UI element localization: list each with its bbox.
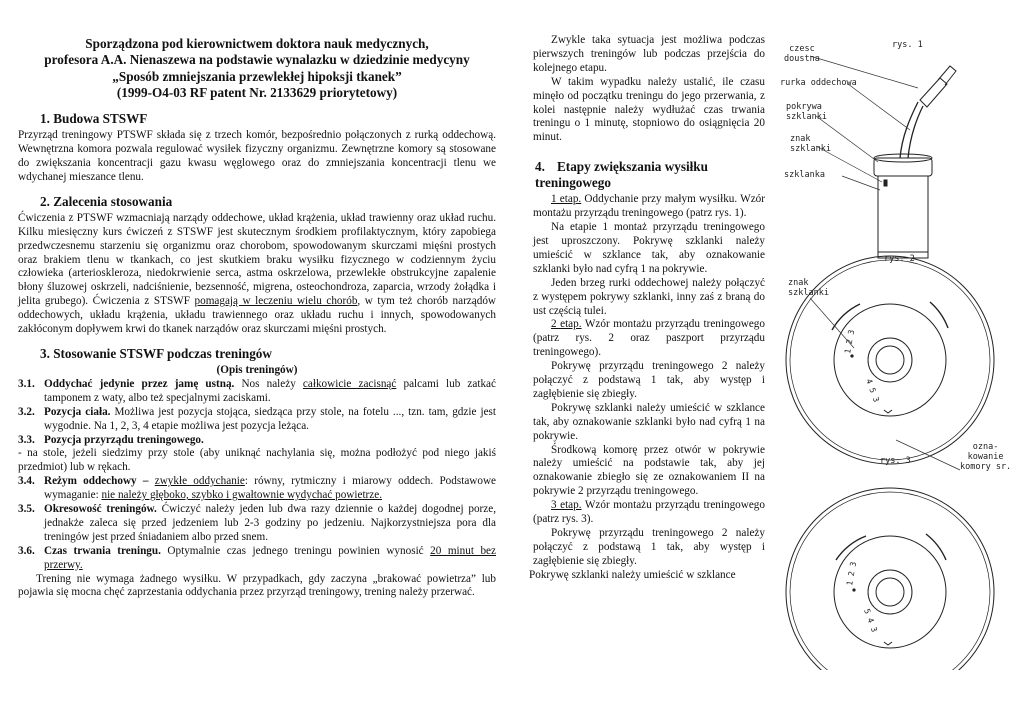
- section-2-heading: 2. Zalecenia stosowania: [40, 193, 173, 209]
- item-3-3-text: - na stole, jeżeli siedzimy przy stole (aby uniknąć nachylania się, można podłożyć pod niego jakiś przedmiot) lub w rękach.: [18, 447, 496, 474]
- label-rys-3: rys. 3: [880, 456, 911, 466]
- label-ozna-2: kowanie: [967, 452, 1004, 462]
- label-ozna-3: komory sr.: [960, 462, 1012, 472]
- stage-1-text: Oddychanie przy małym wysiłku. Wzór montażu przyrządu treningowego (patrz rys. 1).: [533, 193, 766, 220]
- item-text: Możliwa jest pozycja stojąca, siedząca przy stole, na fotelu ..., tzn. tam, gdzie jest wygodnie. Na 1, 2, 3, 4 etapie możliwa jest pozycja leżąca.: [44, 405, 496, 432]
- section-1-text: Przyrząd treningowy PTSWF składa się z trzech komór, bezpośrednio połączonych z rurką oddechową. Wewnętrzna komora pozwala regulować wysiłek fizyczny organizmu. Zewnętrzne komory są stosowane do zwiększania koncentracji gazu kwasu węglowego oraz do zmniejszania koncentracji tlenu we wdychanej mieszance tlenu.: [18, 129, 496, 183]
- label-czesc-doustna: [784, 44, 820, 64]
- item-bold: Pozycja ciała.: [44, 405, 111, 418]
- label-znak-b-2: szklanki: [788, 288, 829, 298]
- label-rys-2: rys. 2: [884, 254, 915, 264]
- stage-3-intro: [533, 499, 765, 527]
- item-number: 3.5.: [18, 503, 35, 516]
- figures-panel: [770, 30, 1020, 670]
- closing-paragraph: Trening nie wymaga żadnego wysiłku. W przypadkach, gdy zaczyna „brakować powietrza” lub pojawia się mocna chęć zaprzestania oddychania przez przyrząd treningowy, trening należy przerwać.: [18, 572, 496, 599]
- item-bold: Reżym oddechowy –: [44, 475, 149, 488]
- stage-2-paragraph-3: Pokrywę szklanki należy umieścić w szklance tak, aby oznakowanie szklanki było nad cyfrą 1 na pokrywie.: [533, 401, 765, 442]
- svg-text:1 2 3: 1 2 3: [845, 561, 859, 587]
- label-pokrywa-1: pokrywa: [786, 102, 822, 112]
- label-znak-1: znak: [790, 134, 811, 144]
- stage-3-label: 3 etap.: [551, 499, 582, 512]
- item-underlined: 20 minut bez przerwy.: [44, 544, 496, 571]
- item-3-2: [18, 406, 496, 434]
- section-2-text-b: , w tym też chorób narządów oddechowych, układu krążenia, układu trawiennego oraz układu ruchu i innych, spowodowanych zakłóconym dopływem krwi do tkanek narządów oraz skurczami mięśni prostych.: [18, 295, 496, 336]
- device-figures: [770, 30, 1020, 670]
- stage-1-label: 1 etap.: [551, 193, 582, 206]
- title-line-2: profesora A.A. Nienaszewa na podstawie wynalazku w dziedzinie medycyny: [44, 52, 470, 68]
- item-underlined: nie należy głęboko, szybko i gwałtownie wydychać powietrze.: [101, 489, 383, 502]
- stage-3-paragraph-3: Pokrywę szklanki należy umieścić w szklance: [529, 568, 736, 581]
- stage-1-intro: [533, 193, 765, 221]
- stage-2-label: 2 etap.: [551, 318, 582, 331]
- section-2-text: [18, 212, 496, 337]
- right-column: [529, 34, 766, 583]
- label-znak-bottom: [788, 278, 829, 298]
- item-3-4: [18, 475, 496, 503]
- stage-2-text: Wzór montażu przyrządu treningowego (patrz rys. 2 oraz paszport przyrządu treningowego).: [533, 318, 765, 359]
- title-line-1: Sporządzona pod kierownictwem doktora nauk medycznych,: [85, 36, 429, 51]
- section-1-heading: 1. Budowa STSWF: [40, 111, 148, 127]
- section-2-text-a: Ćwiczenia z PTSWF wzmacniają narządy oddechowe, układ krążenia, układ trawienny oraz układ ruchu. Kilku miesięczny kurs ćwiczeń z STSWF jest skutecznym środkiem profilaktycznym, który zapobiega przedwczesnemu starzeniu się organizmu oraz chorobom, spowodowanym skurczami mięśni prostych oraz brakiem tlenu w tkankach, co jest skutkiem braku wysiłku fizycznego w codziennym życiu człowieka (arterioskleroza, niedokrwienie serca, astma oskrzelowa, przewlekłe obstrukcyjne zapalenie błony śluzowej oskrzeli, nadciśnienie, bezsenność, migrena, osteochondroza, zaparcia, wrzody żołądka i jelita grubego). Ćwiczenia z STSWF: [18, 211, 496, 308]
- item-3-1: [18, 378, 496, 406]
- figure-3-digits: [845, 561, 879, 634]
- stage-2-paragraph-4: Środkową komorę przez otwór w pokrywie należy umieścić na podstawie tak, aby jej oznakowanie zbiegło się ze oznakowaniem II na pokrywie 2 przyrządu treningowego.: [533, 443, 765, 498]
- item-number: 3.2.: [18, 405, 35, 418]
- item-text: Nos należy: [234, 377, 303, 390]
- label-czesc: czesc: [789, 44, 815, 54]
- item-3-5: [18, 503, 496, 545]
- label-pokrywa-2: szklanki: [786, 112, 827, 122]
- item-bold: Pozycja przyrządu treningowego.: [44, 433, 204, 446]
- item-number: 3.4.: [18, 475, 35, 488]
- title-line-3: „Sposób zmniejszania przewlekłej hipoksji tkanek”: [112, 68, 402, 84]
- label-szklanka: szklanka: [784, 170, 825, 180]
- stage-2-intro: [533, 318, 765, 360]
- item-underlined: całkowicie zacisnąć: [302, 377, 397, 390]
- section-4-title: Etapy zwiększania wysiłku treningowego: [535, 159, 708, 191]
- stage-1-paragraph-3: Jeden brzeg rurki oddechowej należy połączyć z występem pokrywy szklanki, inny zaś z braną do ust częścią tulei.: [533, 276, 765, 317]
- left-column: [18, 36, 496, 600]
- section-4-number: 4.: [535, 159, 545, 175]
- figure-3-disk: [786, 488, 994, 670]
- svg-text:4 5 3: 4 5 3: [864, 377, 881, 404]
- item-text: : równy, rytmiczny i miarowy oddech. Podstawowe wymaganie:: [44, 475, 497, 502]
- right-paragraph-1: Zwykle taka sytuacja jest możliwa podczas pierwszych treningów lub podczas przejścia do kolejnego etapu.: [533, 34, 765, 74]
- section-4-heading: [533, 159, 765, 191]
- stage-2-paragraph-2: Pokrywę przyrządu treningowego 2 należy połączyć z podstawą 1 tak, aby występ i zagłębienie się zbiegły.: [533, 360, 765, 400]
- item-underlined: zwykłe oddychanie: [154, 475, 245, 488]
- label-rys-1: rys. 1: [892, 40, 923, 50]
- label-rurka: rurka oddechowa: [780, 78, 857, 88]
- item-3-3: [18, 434, 496, 448]
- item-number: 3.1.: [18, 377, 35, 390]
- label-znak-2: szklanki: [790, 144, 831, 154]
- item-number: 3.3.: [18, 433, 35, 446]
- label-doustna: doustna: [784, 54, 820, 64]
- label-ozna-1: ozna-: [972, 442, 999, 452]
- item-number: 3.6.: [18, 544, 35, 557]
- stage-1-paragraph-2: Na etapie 1 montaż przyrządu treningowego jest uproszczony. Pokrywę szklanki należy umieścić w szklance tak, aby oznakowanie szklanki było nad cyfrą 1 na pokrywie.: [533, 221, 765, 275]
- label-oznakowanie: [960, 442, 1011, 472]
- item-text: palcami lub zatkać tamponem z waty, albo też specjalnymi zaciskami.: [44, 377, 496, 404]
- item-text: Ćwiczyć należy jeden lub dwa razy dziennie o każdej dogodnej porze, jednakże zaleca się przed jedzeniem lub 2-3 godziny po jedzeniu. Najkorzystniejsza pora dla treningów jest przed śniadaniem albo przed snem.: [44, 503, 497, 543]
- stage-3-paragraph-2: Pokrywę przyrządu treningowego 2 należy połączyć z podstawą 1 tak, aby występ i zagłębienie się zbiegły.: [533, 527, 765, 567]
- svg-text:5 4 3: 5 4 3: [862, 607, 879, 634]
- label-znak-b-1: znak: [788, 278, 809, 288]
- figure-1-leaders: [810, 56, 918, 190]
- section-3-subheading: (Opis treningów): [216, 363, 298, 376]
- document-title: [18, 36, 496, 101]
- item-3-6: [18, 545, 496, 573]
- section-2-underlined: pomagają w leczeniu wielu chorób: [194, 295, 358, 308]
- item-text: Optymalnie czas jednego treningu powinien wynosić: [160, 544, 431, 557]
- item-bold: Oddychać jedynie przez jamę ustną.: [44, 377, 235, 390]
- stage-3-text: Wzór montażu przyrządu treningowego (patrz rys. 3).: [533, 499, 765, 526]
- label-znak-top: [790, 134, 831, 154]
- right-paragraph-2: W takim wypadku należy ustalić, ile czasu minęło od początku treningu do jego przerwania, z kolei następnie należy wydłużać czas trwania treningu o 1 minutę, stopniowo do osiągnięcia 20 minut.: [533, 75, 765, 144]
- label-pokrywa: [786, 102, 827, 122]
- figure-1-device: [874, 66, 956, 258]
- figure-2-digits: [843, 329, 881, 404]
- section-3-heading: 3. Stosowanie STSWF podczas treningów: [40, 345, 272, 361]
- title-line-4: (1999-O4-03 RF patent Nr. 2133629 priorytetowy): [116, 84, 398, 100]
- item-bold: Okresowość treningów.: [44, 503, 157, 516]
- svg-text:1 2 3: 1 2 3: [843, 329, 857, 355]
- item-bold: Czas trwania treningu.: [44, 544, 161, 557]
